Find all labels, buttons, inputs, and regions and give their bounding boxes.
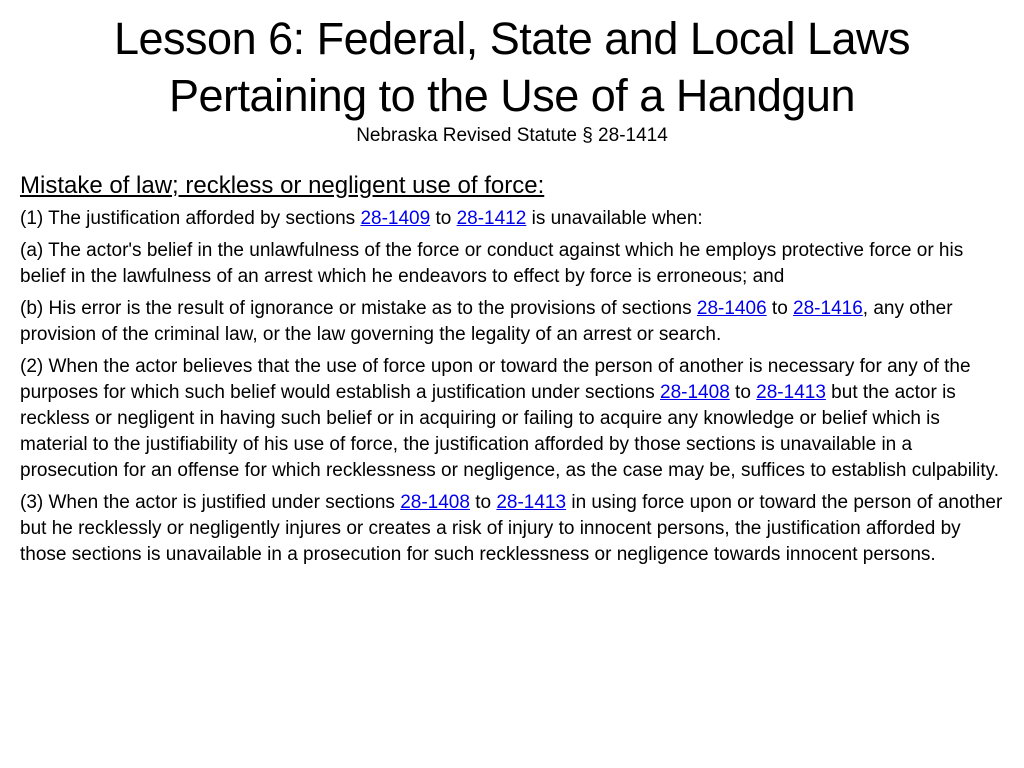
paragraph-2 [20, 354, 1005, 484]
paragraph-3-text-2: to [469, 492, 497, 513]
title-block [0, 0, 1024, 148]
link-28-1416[interactable]: 28-1416 [793, 298, 863, 319]
slide-title [0, 10, 1024, 124]
paragraph-2-text-2: to [729, 382, 757, 403]
title-line-1: Lesson 6: Federal, State and Local Laws [113, 13, 910, 64]
link-28-1408[interactable]: 28-1408 [660, 382, 730, 403]
paragraph-a-text: (a) The actor's belief in the unlawfulness of the force or conduct against which he employs protective force or his belief in the lawfulness of an arrest which he endeavors to effect by force is erroneous; and [20, 240, 964, 287]
paragraph-3-text-1: (3) When the actor is justified under sections [20, 492, 401, 513]
paragraph-b-text-1: (b) His error is the result of ignorance or mistake as to the provisions of sections [20, 298, 697, 319]
paragraph-3-text-3: in using force upon or toward the person of another but he recklessly or negligently injures or creates a risk of injury to innocent persons, the justification afforded by those sections is unavailable in a prosecution for such recklessness or negligence towards innocent persons. [20, 492, 1003, 565]
title-line-2: Pertaining to the Use of a Handgun [169, 70, 855, 121]
paragraph-2-text-1: (2) When the actor believes that the use of force upon or toward the person of another is necessary for any of the purposes for which such belief would establish a justification under sections [20, 356, 971, 403]
link-28-1406[interactable]: 28-1406 [696, 298, 767, 319]
paragraph-a [20, 238, 1005, 290]
slide-subtitle: Nebraska Revised Statute § 28-1414 [356, 125, 668, 146]
statute-body [20, 170, 1005, 574]
link-28-1413[interactable]: 28-1413 [756, 382, 826, 403]
paragraph-1-text-3: is unavailable when: [526, 208, 703, 229]
paragraph-b-text-2: to [766, 298, 794, 319]
paragraph-1-text-2: to [430, 208, 457, 229]
section-heading: Mistake of law; reckless or negligent use of force: [20, 172, 545, 199]
link-28-1413[interactable]: 28-1413 [496, 492, 567, 513]
paragraph-1-text-1: (1) The justification afforded by sections [20, 208, 361, 229]
paragraph-1 [20, 206, 1005, 232]
link-28-1408[interactable]: 28-1408 [400, 492, 470, 513]
link-28-1412[interactable]: 28-1412 [456, 208, 527, 229]
paragraph-2-text-3: but the actor is reckless or negligent in having such belief or in acquiring or failing to acquire any knowledge or belief which is material to the justifiability of his use of force, the justification afforded by those sections is unavailable in a prosecution for an offense for which recklessness or negligence, as the case may be, suffices to establish culpability. [20, 382, 1000, 481]
paragraph-b-text-3: , any other provision of the criminal law, or the law governing the legality of an arrest or search. [20, 298, 953, 345]
paragraph-b [20, 296, 1005, 348]
paragraph-3 [20, 490, 1005, 568]
link-28-1409[interactable]: 28-1409 [360, 208, 431, 229]
